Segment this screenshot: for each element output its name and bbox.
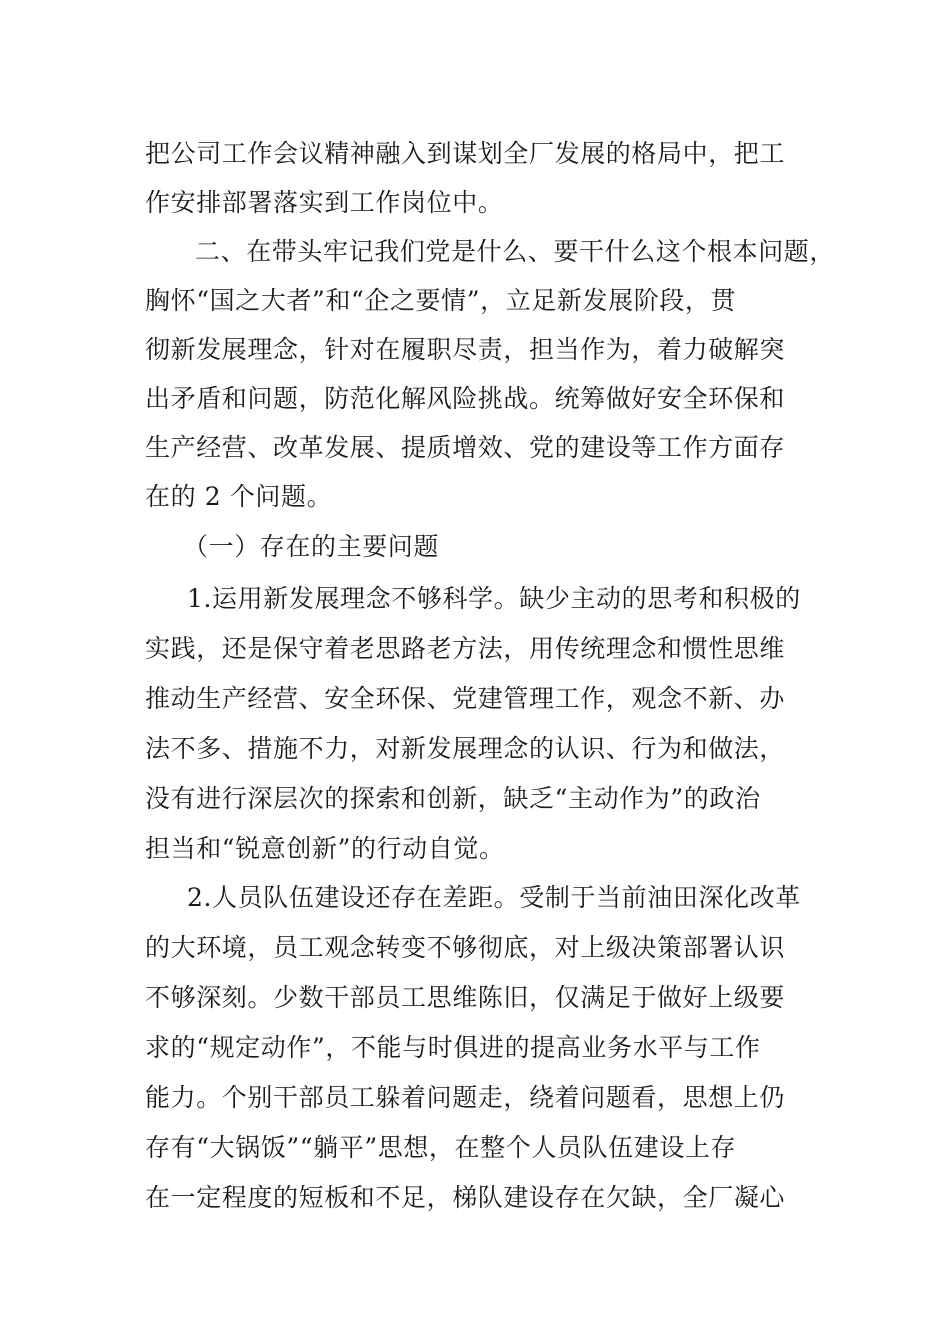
text-line: 2.人员队伍建设还存在差距。受制于当前油田深化改革 — [187, 883, 801, 912]
text-line: 生产经营、改革发展、提质增效、党的建设等工作方面存 — [145, 433, 786, 462]
text-line: 胸怀“国之大者”和“企之要情”，立足新发展阶段，贯 — [145, 286, 737, 315]
section-heading: （一）存在的主要问题 — [183, 532, 440, 561]
text-line: 不够深刻。少数干部员工思维陈旧，仅满足于做好上级要 — [145, 983, 786, 1012]
text-line: 在的 2 个问题。 — [145, 482, 333, 511]
text-line: 求的“规定动作”，不能与时俱进的提高业务水平与工作 — [145, 1033, 761, 1062]
text-line: 推动生产经营、安全环保、党建管理工作，观念不新、办 — [145, 684, 786, 713]
text-line: 的大环境，员工观念转变不够彻底，对上级决策部署认识 — [145, 933, 786, 962]
text-line: 担当和“锐意创新”的行动自觉。 — [145, 834, 505, 863]
text-line: 实践，还是保守着老思路老方法，用传统理念和惯性思维 — [145, 634, 786, 663]
text-line: 出矛盾和问题，防范化解风险挑战。统筹做好安全环保和 — [145, 384, 786, 413]
text-line: 二、在带头牢记我们党是什么、要干什么这个根本问题， — [195, 237, 836, 266]
text-line: 在一定程度的短板和不足，梯队建设存在欠缺，全厂凝心 — [145, 1183, 786, 1212]
text-line: 作安排部署落实到工作岗位中。 — [145, 188, 504, 217]
text-line: 能力。个别干部员工躲着问题走，绕着问题看，思想上仍 — [145, 1083, 786, 1112]
text-line: 没有进行深层次的探索和创新，缺乏“主动作为”的政治 — [145, 784, 761, 813]
text-line: 彻新发展理念，针对在履职尽责，担当作为，着力破解突 — [145, 335, 786, 364]
text-line: 把公司工作会议精神融入到谋划全厂发展的格局中，把工 — [145, 139, 786, 168]
text-line: 法不多、措施不力，对新发展理念的认识、行为和做法， — [145, 734, 786, 763]
text-line: 1.运用新发展理念不够科学。缺少主动的思考和积极的 — [187, 584, 801, 613]
text-line: 存有“大锅饭”“躺平”思想，在整个人员队伍建设上存 — [145, 1133, 737, 1162]
